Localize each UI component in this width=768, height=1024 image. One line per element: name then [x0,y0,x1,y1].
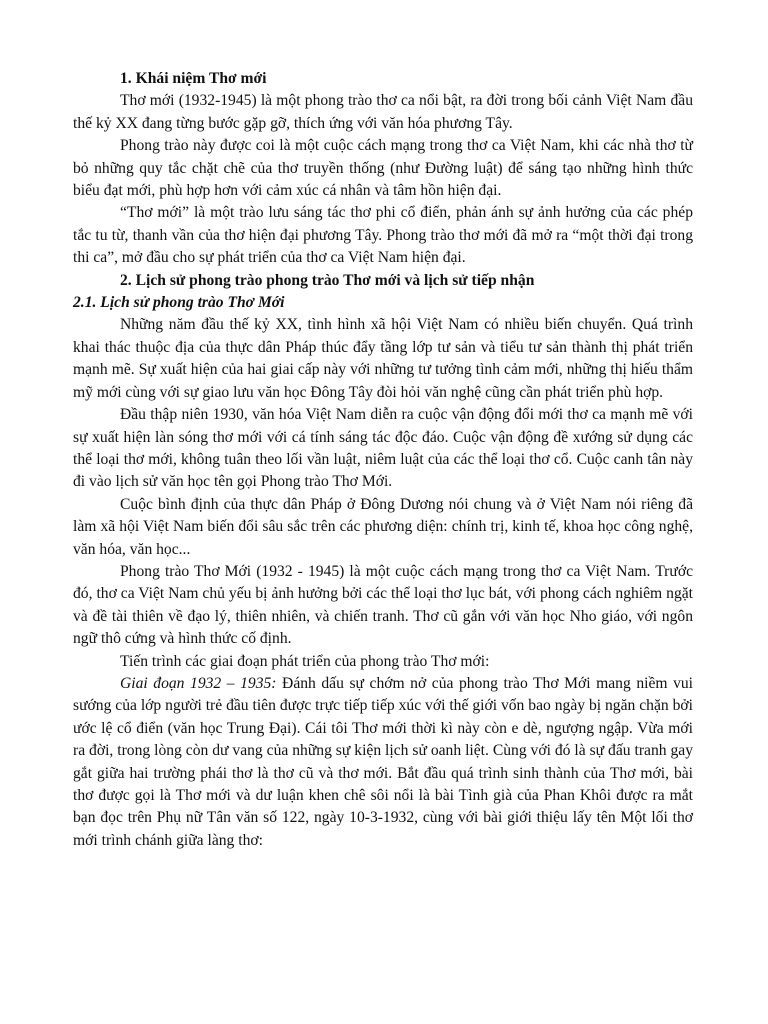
paragraph: Tiến trình các giai đoạn phát triển của phong trào Thơ mới: [120,652,490,670]
paragraph: Phong trào này được coi là một cuộc cách mạng trong thơ ca Việt Nam, khi các nhà thơ từ bỏ những quy tắc chặt chẽ của thơ truyền thống (như Đường luật) để sáng tạo những hình thức biểu đạt mới, phù hợp hơn với cảm xúc cá nhân và tâm hồn hiện đại. [73,137,693,200]
subsection-heading: 2.1. Lịch sử phong trào Thơ Mới [73,294,285,312]
paragraph: Cuộc bình định của thực dân Pháp ở Đông Dương nói chung và ở Việt Nam nói riêng đã làm xã hội Việt Nam biến đổi sâu sắc trên các phương diện: chính trị, kinh tế, khoa học công nghệ, văn hóa, văn học... [73,495,693,558]
stage-paragraph [73,673,693,852]
paragraph: Những năm đầu thế kỷ XX, tình hình xã hội Việt Nam có nhiều biến chuyển. Quá trình khai thác thuộc địa của thực dân Pháp thúc đẩy tầng lớp tư sản và tiểu tư sản thành thị phát triển mạnh mẽ. Sự xuất hiện của hai giai cấp này với những tư tưởng tình cảm mới, những thị hiếu thẩm mỹ mới cùng với sự giao lưu văn học Đông Tây đòi hỏi văn nghệ cũng cần phát triển phù hợp. [73,316,693,401]
section-heading-2: 2. Lịch sử phong trào phong trào Thơ mới và lịch sử tiếp nhận [120,271,535,289]
stage-text: Đánh dấu sự chớm nở của phong trào Thơ Mới mang niềm vui sướng của lớp người trẻ đầu tiên được trực tiếp tiếp xúc với thế giới vốn bao ngày bị ngăn chặn bởi ước lệ cổ điển (văn học Trung Đại). Cái tôi Thơ mới thời kì này còn e dè, ngượng ngập. Vừa mới ra đời, trong lòng còn dư vang của những sự kiện lịch sử oanh liệt. Cùng với đó là sự đấu tranh gay gắt giữa hai trường phái thơ là thơ cũ và thơ mới. Bắt đầu quá trình sinh thành của Thơ mới, bài thơ được gọi là Thơ mới và dư luận khen chê sôi nổi là bài Tình già của Phan Khôi được ra mắt bạn đọc trên Phụ nữ Tân văn số 122, ngày 10-3-1932, cùng với bài giới thiệu lấy tên Một lối thơ mới trình chánh giữa làng thơ: [73,674,693,849]
paragraph: Đầu thập niên 1930, văn hóa Việt Nam diễn ra cuộc vận động đổi mới thơ ca mạnh mẽ với sự xuất hiện làn sóng thơ mới với cá tính sáng tác độc đáo. Cuộc vận động đề xướng sử dụng các thể loại thơ mới, không tuân theo lối vần luật, niêm luật của các thể loại thơ cổ. Cuộc canh tân này đi vào lịch sử văn học tên gọi Phong trào Thơ Mới. [73,406,693,491]
stage-label: Giai đoạn 1932 – 1935: [120,674,277,692]
paragraph: Phong trào Thơ Mới (1932 - 1945) là một cuộc cách mạng trong thơ ca Việt Nam. Trước đó, thơ ca Việt Nam chủ yếu bị ảnh hưởng bởi các thể loại thơ lục bát, với phong cách nghiêm ngặt và đề tài thiên về đạo lý, thiên nhiên, và chiến tranh. Thơ cũ gắn với văn học Nho giáo, với ngôn ngữ thô cứng và hình thức cố định. [73,562,693,648]
paragraph: Thơ mới (1932-1945) là một phong trào thơ ca nổi bật, ra đời trong bối cảnh Việt Nam đầu thế kỷ XX đang từng bước gặp gỡ, thích ứng với văn hóa phương Tây. [73,92,693,132]
paragraph: “Thơ mới” là một trào lưu sáng tác thơ phi cổ điển, phản ánh sự ảnh hưởng của các phép tắc tu từ, thanh vần của thơ hiện đại phương Tây. Phong trào thơ mới đã mở ra “một thời đại trong thi ca”, mở đầu cho sự phát triển của thơ ca Việt Nam hiện đại. [73,204,693,267]
section-heading-1: 1. Khái niệm Thơ mới [120,70,267,87]
document-page [73,68,693,852]
